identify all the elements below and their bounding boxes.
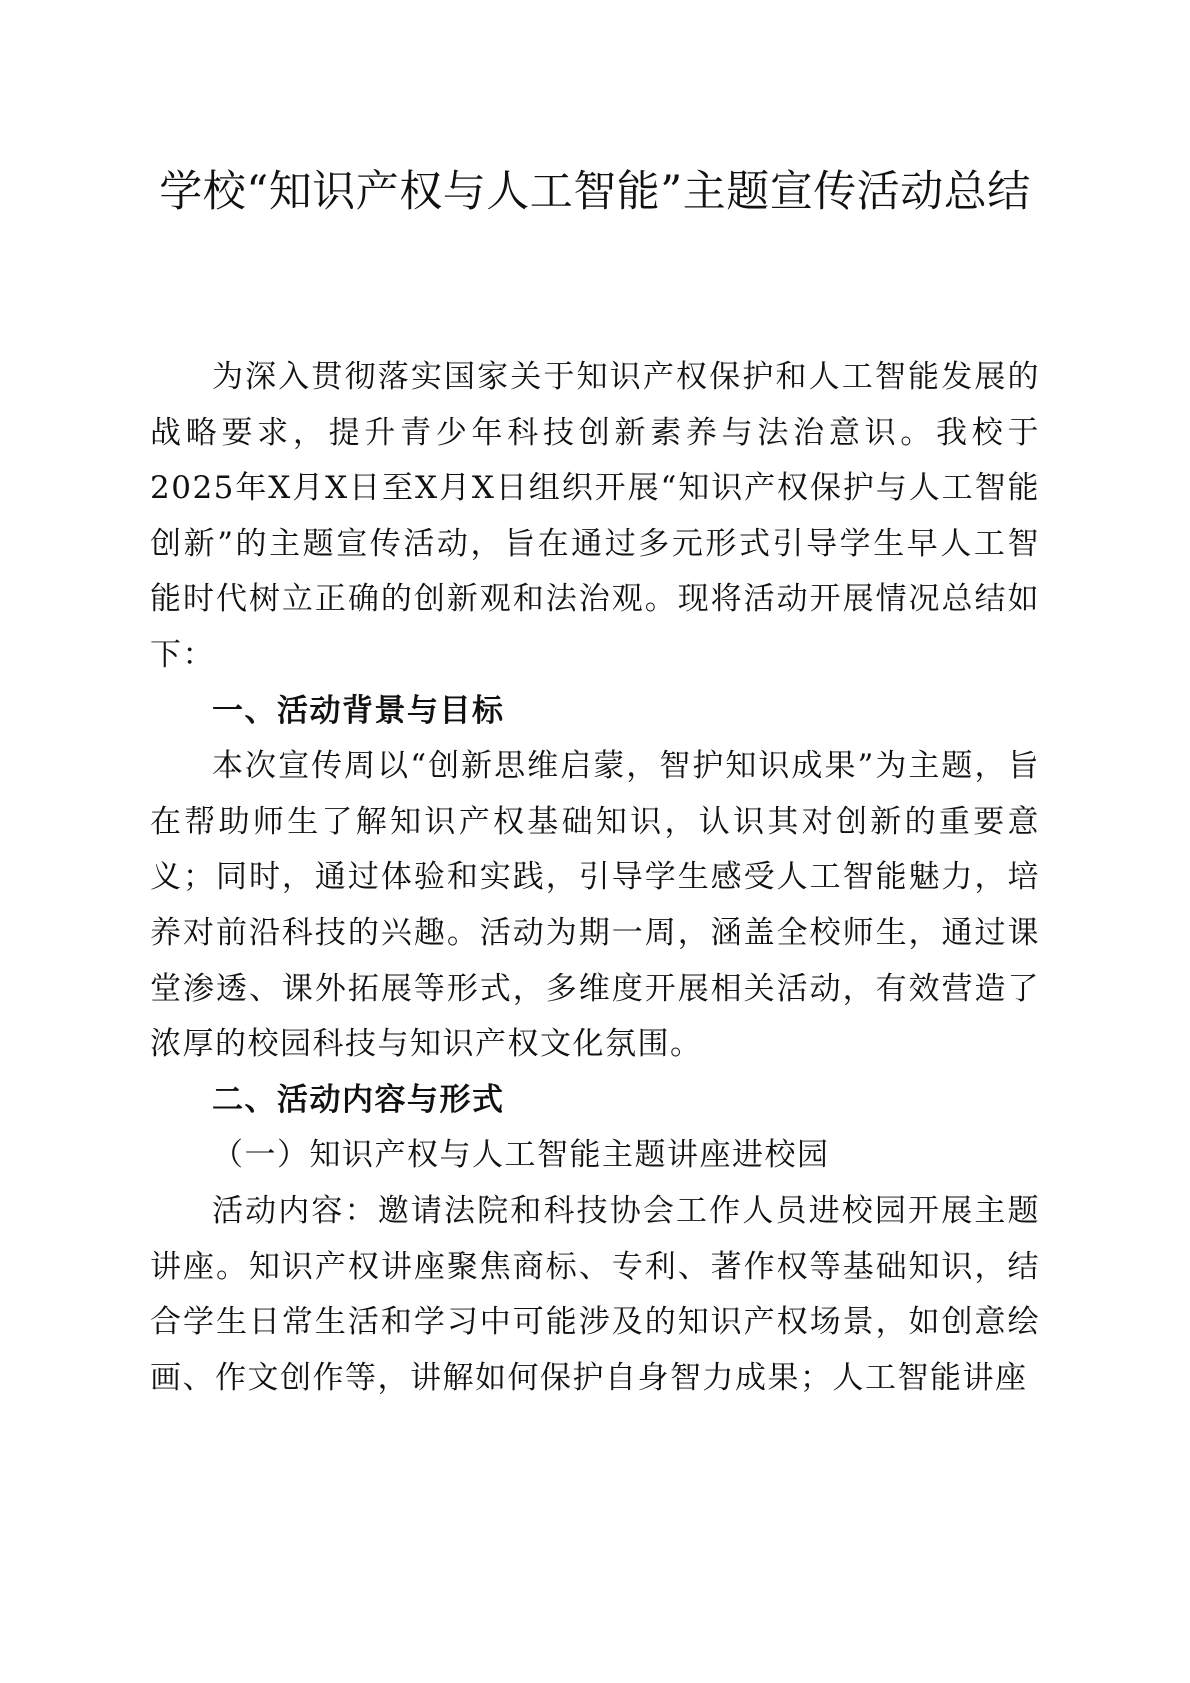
document-body [150,350,1040,1406]
intro-paragraph: 为深入贯彻落实国家关于知识产权保护和人工智能发展的战略要求，提升青少年科技创新素养与法治意识。我校于2025年X月X日至X月X日组织开展“知识产权保护与人工智能创新”的主题宣传活动，旨在通过多元形式引导学生早人工智能时代树立正确的创新观和法治观。现将活动开展情况总结如下： [150,359,1040,673]
section-1-heading: 一、活动背景与目标 [212,692,505,729]
section-1-paragraph: 本次宣传周以“创新思维启蒙，智护知识成果”为主题，旨在帮助师生了解知识产权基础知识，认识其对创新的重要意义；同时，通过体验和实践，引导学生感受人工智能魅力，培养对前沿科技的兴趣。活动为期一周，涵盖全校师生，通过课堂渗透、课外拓展等形式，多维度开展相关活动，有效营造了浓厚的校园科技与知识产权文化氛围。 [150,748,1040,1063]
document-title: 学校“知识产权与人工智能”主题宣传活动总结 [159,167,1031,217]
section-2-sub-1-paragraph: 活动内容：邀请法院和科技协会工作人员进校园开展主题讲座。知识产权讲座聚焦商标、专利、著作权等基础知识，结合学生日常生活和学习中可能涉及的知识产权场景，如创意绘画、作文创作等，讲解如何保护自身智力成果；人工智能讲座 [150,1192,1040,1396]
section-2-sub-1-heading: （一）知识产权与人工智能主题讲座进校园 [212,1137,830,1174]
section-2-heading: 二、活动内容与形式 [212,1081,505,1118]
